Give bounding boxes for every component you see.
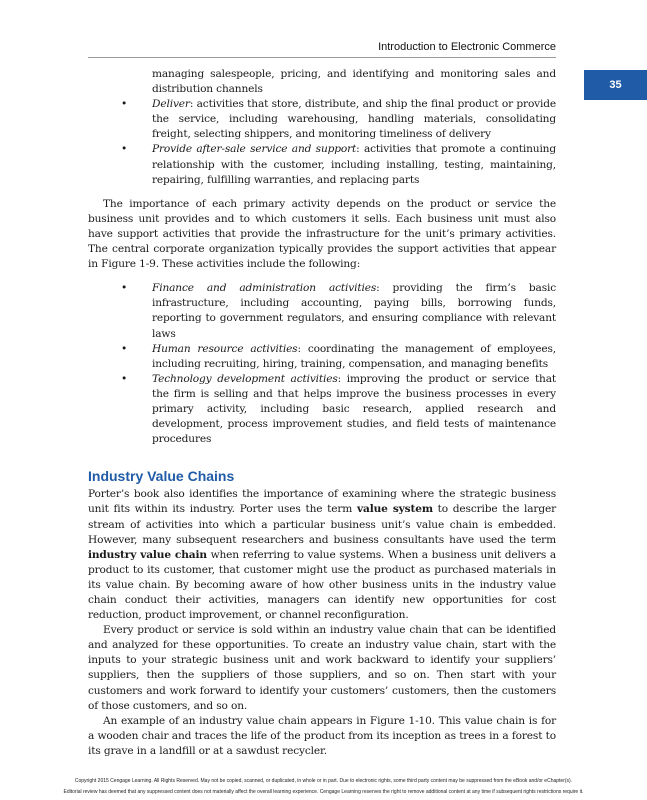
key-term: value system	[357, 503, 433, 516]
list-item-text: : coordinating the management of employees, including recruiting, hiring, training, compensation, and managing benefits	[152, 342, 556, 370]
footer-line: Copyright 2015 Cengage Learning. All Rights Reserved. May not be copied, scanned, or duplicated, in whole or in part. Due to electronic rights, some third party content may be suppressed from the eBook and/or eChapter(s).	[74, 778, 573, 784]
header-rule	[88, 57, 556, 58]
list-item	[121, 281, 557, 341]
bullet-icon: •	[121, 98, 128, 111]
list-item	[121, 142, 556, 187]
list-item	[121, 372, 556, 447]
section-paragraph: An example of an industry value chain appears in Figure 1-10. This value chain is for a wooden chair and traces the life of the product from its inception as trees in a forest to its grave in a landfill or at a sawdust recycler.	[88, 714, 556, 757]
key-term: industry value chain	[88, 548, 207, 561]
list-item-text: : activities that store, distribute, and ship the final product or provide the service, including warehousing, handling materials, consolidating freight, selecting shippers, and monitoring timeliness of delivery	[152, 98, 556, 141]
bullet-icon: •	[121, 143, 128, 156]
list-item-text: : improving the product or service that the firm is selling and that helps improve the business processes in every primary activity, including basic research, applied research and development, process improvement studies, and field tests of maintenance procedures	[152, 372, 556, 446]
copyright-footer	[0, 776, 647, 798]
list-item-text: : activities that promote a continuing relationship with the customer, including installing, testing, maintaining, repairing, fulfilling warranties, and replacing parts	[152, 143, 556, 186]
bullet-icon: •	[121, 372, 128, 385]
list-item-term: Technology development activities	[152, 372, 338, 385]
running-head: Introduction to Electronic Commerce	[378, 41, 556, 53]
page-body	[88, 67, 556, 759]
support-activities-list	[88, 281, 556, 447]
continued-list-text: managing salespeople, pricing, and identifying and monitoring sales and distribution channels	[152, 68, 556, 96]
bullet-icon: •	[121, 342, 128, 355]
footer-line: Editorial review has deemed that any suppressed content does not materially affect the overall learning experience. Cengage Learning reserves the right to remove additional content at any time if subsequent rights restrictions require it.	[63, 789, 584, 795]
list-item	[121, 342, 556, 372]
paragraph-text: to describe the larger stream of activities into which a particular business unit’s value chain is embedded. However, many subsequent researchers and business consultants have used the term	[88, 503, 556, 546]
list-item-term: Deliver	[152, 98, 190, 111]
paragraph-text: Porter’s book also identifies the importance of examining where the strategic business unit fits within its industry. Porter uses the term	[88, 488, 556, 516]
list-item-term: Human resource activities	[152, 342, 298, 355]
section-paragraph	[88, 487, 556, 623]
primary-activities-list	[88, 97, 556, 188]
page-number: 35	[609, 79, 622, 91]
support-activities-paragraph: The importance of each primary activity depends on the product or service the business unit provides and to which customers it sells. Each business unit must also have support activities that provide the infrastructure for the unit’s primary activities. The central corporate organization typically provides the support activities that appear in Figure 1-9. These activities include the following:	[88, 197, 556, 271]
section-paragraph: Every product or service is sold within an industry value chain that can be identified and analyzed for these opportunities. To create an industry value chain, start with the inputs to your strategic business unit and work backward to identify your suppliers’ suppliers, then the suppliers of those suppliers, and so on. Then start with your customers and work forward to identify your customers’ customers, then the customers of those customers, and so on.	[88, 624, 556, 712]
list-item	[121, 97, 556, 142]
section-heading: Industry Value Chains	[88, 468, 235, 485]
paragraph-text: when referring to value systems. When a business unit delivers a product to its customer, that customer might use the product as purchased materials in its value chain. By becoming aware of how other business units in the industry value chain conduct their activities, managers can identify new opportunities for cost reduction, product improvement, or channel reconfiguration.	[88, 548, 556, 622]
page-number-tab	[584, 70, 647, 100]
list-item-term: Finance and administration activities	[152, 282, 377, 295]
bullet-icon: •	[121, 282, 128, 295]
list-item-term: Provide after-sale service and support	[152, 143, 357, 156]
list-item-text: : providing the firm’s basic infrastructure, including accounting, paying bills, borrowing funds, reporting to government regulators, and ensuring compliance with relevant laws	[152, 282, 557, 340]
